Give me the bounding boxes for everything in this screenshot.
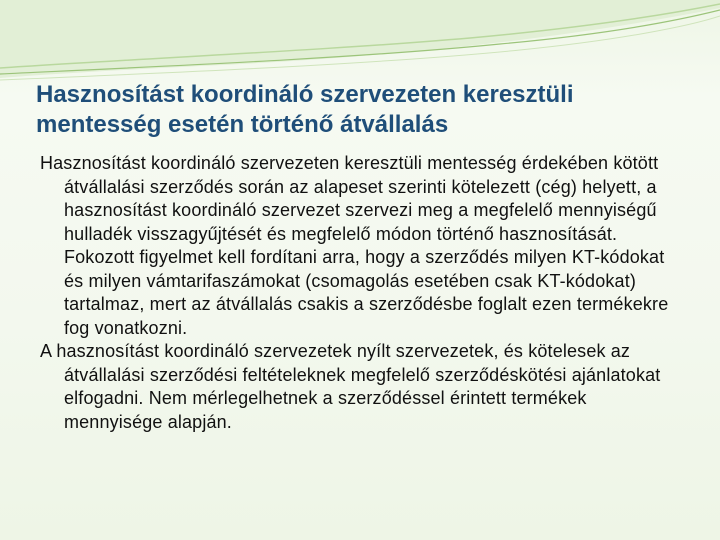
paragraph-1: Hasznosítást koordináló szervezeten keresztüli mentesség érdekében kötött átvállalási szerződés során az alapeset szerinti kötelezett (cég) helyett, a hasznosítást koordináló szervezet szervezi meg a megfelelő mennyiségű hulladék visszagyűjtését és megfelelő módon történő hasznosítását. Fokozott figyelmet kell fordítani arra, hogy a szerződés milyen KT-kódokat és milyen vámtarifaszámokat (csomagolás esetében csak KT-kódokat) tartalmaz, mert az átvállalás csakis a szerződésbe foglalt ezen termékekre fog vonatkozni. — [40, 153, 669, 338]
decorative-wave — [0, 0, 720, 90]
slide-title: Hasznosítást koordináló szervezeten keresztüli mentesség esetén történő átvállalás — [36, 81, 574, 138]
paragraph-2: A hasznosítást koordináló szervezetek nyílt szervezetek, és kötelesek az átvállalási szerződési feltételeknek megfelelő szerződéskötési ajánlatokat elfogadni. Nem mérlegelhetnek a szerződéssel érintett termékek mennyisége alapján. — [40, 341, 661, 432]
slide-body — [40, 152, 680, 434]
